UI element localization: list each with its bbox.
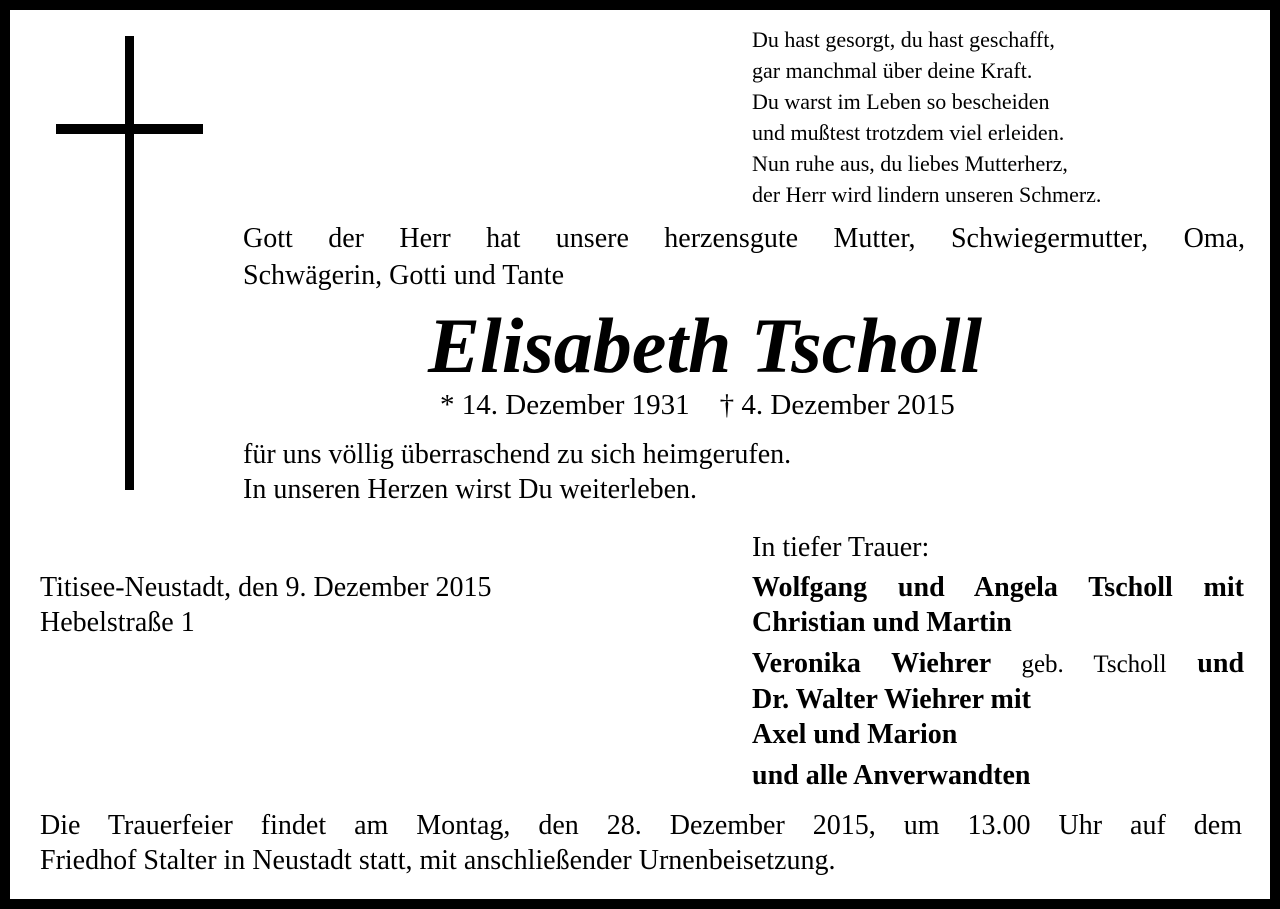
mourner-line: Dr. Walter Wiehrer mit [752, 684, 1031, 715]
intro-line: Schwägerin, Gotti und Tante [243, 260, 565, 291]
mourner-name: Veronika Wiehrer [752, 648, 991, 679]
deceased-name: Elisabeth Tscholl [428, 302, 983, 389]
mourner-line: Christian und Martin [752, 607, 1012, 638]
maiden-name: geb. Tscholl [1021, 651, 1167, 678]
birth-date: * 14. Dezember 1931 [440, 389, 690, 421]
mourner-group [752, 758, 1244, 793]
poem-line: und mußtest trotzdem viel erleiden. [752, 120, 1065, 145]
intro-line: Gott der Herr hat unsere herzensgute Mutter, Schwiegermutter, Oma, [243, 223, 1245, 254]
called-line: für uns völlig überraschend zu sich heimgerufen. [243, 439, 792, 470]
mourners-heading: In tiefer Trauer: [752, 532, 930, 563]
mourner-group [752, 570, 1244, 640]
service-line: Die Trauerfeier findet am Montag, den 28. Dezember 2015, um 13.00 Uhr auf dem [40, 810, 1242, 841]
life-dates [440, 386, 955, 424]
service-info [40, 808, 1242, 878]
poem-line: Du warst im Leben so bescheiden [752, 89, 1050, 114]
intro-text [243, 220, 1245, 294]
mourner-conjunction: und [1197, 648, 1245, 679]
mourner-line: Axel und Marion [752, 719, 958, 750]
place-and-date [40, 570, 492, 640]
service-line: Friedhof Stalter in Neustadt statt, mit anschließender Urnenbeisetzung. [40, 845, 836, 876]
cross-icon-bar [56, 124, 203, 134]
address-line: Hebelstraße 1 [40, 607, 195, 638]
death-date: † 4. Dezember 2015 [719, 389, 955, 421]
poem-line: gar manchmal über deine Kraft. [752, 58, 1033, 83]
mourners [752, 530, 1244, 799]
cross-icon [125, 36, 134, 490]
poem-line: Nun ruhe aus, du liebes Mutterherz, [752, 151, 1068, 176]
obituary-notice [10, 10, 1270, 899]
called-line: In unseren Herzen wirst Du weiterleben. [243, 474, 698, 505]
place-date-line: Titisee-Neustadt, den 9. Dezember 2015 [40, 572, 492, 603]
mourner-line [752, 646, 1244, 682]
mourner-line: Wolfgang und Angela Tscholl mit [752, 572, 1244, 603]
called-home-text [243, 437, 791, 507]
poem-line: der Herr wird lindern unseren Schmerz. [752, 182, 1102, 207]
poem-line: Du hast gesorgt, du hast geschafft, [752, 27, 1055, 52]
mourner-group [752, 646, 1244, 752]
mourner-line: und alle Anverwandten [752, 760, 1031, 791]
poem [752, 24, 1101, 210]
